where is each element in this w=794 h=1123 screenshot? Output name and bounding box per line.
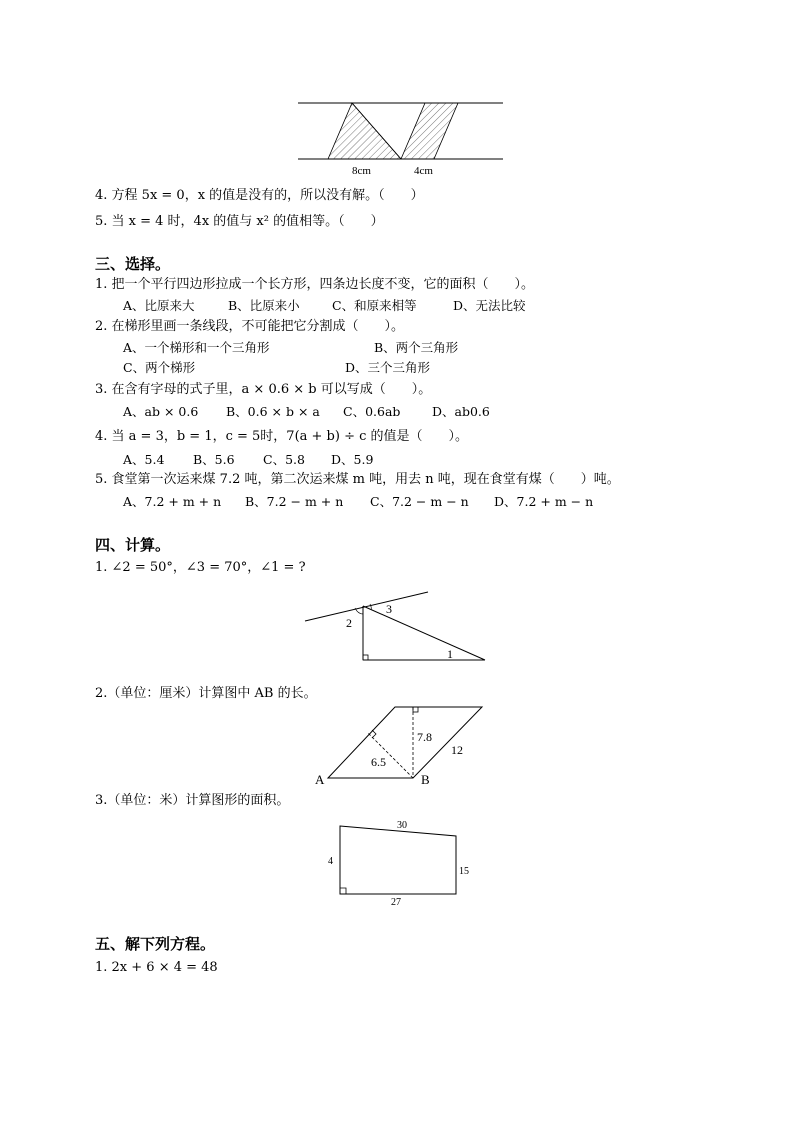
shaded-triangle: [328, 103, 401, 159]
judge-q4: 4. 方程 5x = 0，x 的值是没有的，所以没有解。（ ）: [95, 188, 424, 203]
choice-q3-c: C、0.6ab: [343, 404, 401, 419]
calc-q3: 3.（单位：米）计算图形的面积。: [95, 793, 290, 808]
choice-q1-c: C、和原来相等: [332, 298, 417, 313]
choice-q1-b: B、比原来小: [228, 298, 300, 313]
section4-title: 四、计算。: [95, 536, 171, 554]
angle-2-label: 2: [346, 616, 352, 630]
angle-1-label: 1: [447, 647, 453, 661]
height-6-5: 6.5: [371, 755, 386, 769]
choice-q1-d: D、无法比较: [453, 298, 526, 313]
choice-q2-c: C、两个梯形: [123, 360, 196, 375]
angle-figure: [300, 586, 495, 666]
label-8cm: 8cm: [352, 165, 371, 177]
label-4cm: 4cm: [414, 165, 433, 177]
choice-q5-c: C、7.2 − m − n: [370, 494, 469, 509]
height-7-8: 7.8: [417, 730, 432, 744]
choice-q1: 1. 把一个平行四边形拉成一个长方形，四条边长度不变，它的面积（ ）。: [95, 277, 535, 292]
choice-q2: 2. 在梯形里画一条线段，不可能把它分割成（ ）。: [95, 319, 405, 334]
top-30: 30: [397, 820, 407, 831]
bottom-27: 27: [391, 897, 401, 908]
point-a: A: [315, 772, 325, 787]
choice-q4-a: A、5.4: [123, 452, 165, 467]
choice-q4: 4. 当 a = 3，b = 1，c = 5时，7(a + b) ÷ c 的值是（ ）。: [95, 429, 469, 444]
left-4: 4: [328, 856, 333, 867]
angle-3-label: 3: [386, 602, 392, 616]
trapezoid-figure: [320, 816, 480, 911]
section5-title: 五、解下列方程。: [95, 935, 216, 953]
judge-q5: 5. 当 x = 4 时，4x 的值与 x² 的值相等。（ ）: [95, 214, 384, 229]
choice-q2-d: D、三个三角形: [345, 360, 431, 375]
calc-q2: 2.（单位：厘米）计算图中 AB 的长。: [95, 686, 317, 701]
choice-q1-a: A、比原来大: [123, 298, 195, 313]
parallel-lines-figure: [290, 96, 510, 181]
choice-q5: 5. 食堂第一次运来煤 7.2 吨，第二次运来煤 m 吨，用去 n 吨，现在食堂有煤（ ）吨。: [95, 472, 620, 487]
choice-q4-c: C、5.8: [263, 452, 305, 467]
point-b: B: [421, 772, 430, 787]
choice-q4-d: D、5.9: [331, 452, 374, 467]
choice-q3-d: D、ab0.6: [432, 404, 490, 419]
choice-q3-b: B、0.6 × b × a: [226, 404, 320, 419]
choice-q2-b: B、两个三角形: [374, 340, 459, 355]
choice-q4-b: B、5.6: [193, 452, 235, 467]
choice-q5-d: D、7.2 + m − n: [494, 494, 594, 509]
choice-q2-a: A、一个梯形和一个三角形: [123, 340, 270, 355]
calc-q1: 1. ∠2 = 50°，∠3 = 70°，∠1 = ?: [95, 560, 306, 575]
choice-q3: 3. 在含有字母的式子里，a × 0.6 × b 可以写成（ ）。: [95, 382, 432, 397]
equation-q1: 1. 2x + 6 × 4 = 48: [95, 960, 218, 975]
side-12: 12: [451, 743, 463, 757]
choice-q3-a: A、ab × 0.6: [123, 404, 199, 419]
right-15: 15: [459, 866, 469, 877]
shaded-parallelogram: [401, 103, 458, 159]
choice-q5-b: B、7.2 − m + n: [245, 494, 344, 509]
section3-title: 三、选择。: [95, 255, 171, 273]
choice-q5-a: A、7.2 + m + n: [123, 494, 222, 509]
parallelogram-figure: [310, 702, 490, 790]
